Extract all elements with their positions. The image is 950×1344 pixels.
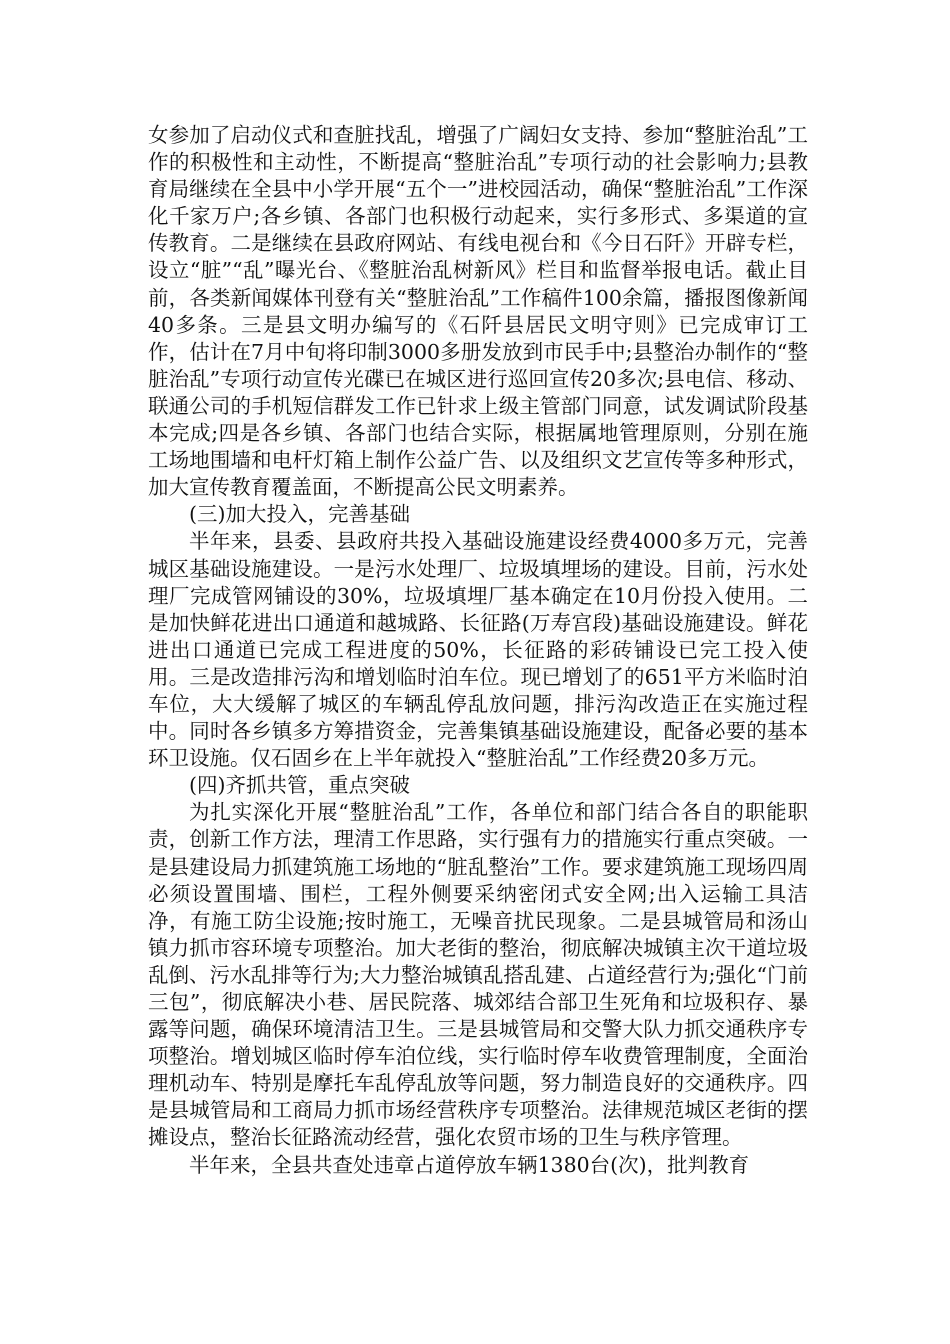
paragraph-infrastructure: 半年来，县委、县政府共投入基础设施建设经费4000多万元，完善城区基础设施建设。一是污水处理厂、垃圾填埋场的建设。目前，污水处理厂完成管网铺设的30%，垃圾填埋厂基本确定在10月份投入使用。二是加快鲜花进出口通道和越城路、长征路(万寿宫段)基础设施建设。鲜花进出口通道已完成工程进度的50%，长征路的彩砖铺设已完工投入使用。三是改造排污沟和增划临时泊车位。现已增划了的651平方米临时泊车位，大大缓解了城区的车辆乱停乱放问题，排污沟改造正在实施过程中。同时各乡镇多方筹措资金，完善集镇基础设施建设，配备必要的基本环卫设施。仅石固乡在上半年就投入“整脏治乱”工作经费20多万元。 (148, 529, 808, 771)
paragraph-joint-management: 为扎实深化开展“整脏治乱”工作，各单位和部门结合各自的职能职责，创新工作方法，理清工作思路，实行强有力的措施实行重点突破。一是县建设局力抓建筑施工场地的“脏乱整治”工作。要求建筑施工现场四周必须设置围墙、围栏，工程外侧要采纳密闭式安全网;出入运输工具洁净，有施工防尘设施;按时施工，无噪音扰民现象。二是县城管局和汤山镇力抓市容环境专项整治。加大老街的整治，彻底解决城镇主次干道垃圾乱倒、污水乱排等行为;大力整治城镇乱搭乱建、占道经营行为;强化“门前三包”，彻底解决小巷、居民院落、城郊结合部卫生死角和垃圾积存、暴露等问题，确保环境清洁卫生。三是县城管局和交警大队力抓交通秩序专项整治。增划城区临时停车泊位线，实行临时停车收费管理制度，全面治理机动车、特别是摩托车乱停乱放等问题，努力制造良好的交通秩序。四是县城管局和工商局力抓市场经营秩序专项整治。法律规范城区老街的摆摊设点，整治长征路流动经营，强化农贸市场的卫生与秩序管理。 (148, 800, 808, 1150)
paragraph-half-year-results: 半年来，全县共查处违章占道停放车辆1380台(次)，批判教育 (189, 1152, 750, 1177)
document-body (148, 122, 808, 1179)
paragraph-publicity-continued: 女参加了启动仪式和查脏找乱，增强了广阔妇女支持、参加“整脏治乱”工作的积极性和主动性，不断提高“整脏治乱”专项行动的社会影响力;县教育局继续在全县中小学开展“五个一”进校园活动，确保“整脏治乱”工作深化千家万户;各乡镇、各部门也积极行动起来，实行多形式、多渠道的宣传教育。二是继续在县政府网站、有线电视台和《今日石阡》开辟专栏，设立“脏”“乱”曝光台、《整脏治乱树新风》栏目和监督举报电话。截止目前，各类新闻媒体刊登有关“整脏治乱”工作稿件100余篇，播报图像新闻40多条。三是县文明办编写的《石阡县居民文明守则》已完成审订工作，估计在7月中旬将印制3000多册发放到市民手中;县整治办制作的“整脏治乱”专项行动宣传光碟已在城区进行巡回宣传20多次;县电信、移动、联通公司的手机短信群发工作已针求上级主管部门同意，试发调试阶段基本完成;四是各乡镇、各部门也结合实际，根据属地管理原则，分别在施工场地围墙和电杆灯箱上制作公益广告、以及组织文艺宣传等多种形式，加大宣传教育覆盖面，不断提高公民文明素养。 (148, 123, 808, 500)
section-heading-three: (三)加大投入，完善基础 (189, 502, 410, 527)
section-heading-four: (四)齐抓共管，重点突破 (189, 773, 410, 798)
